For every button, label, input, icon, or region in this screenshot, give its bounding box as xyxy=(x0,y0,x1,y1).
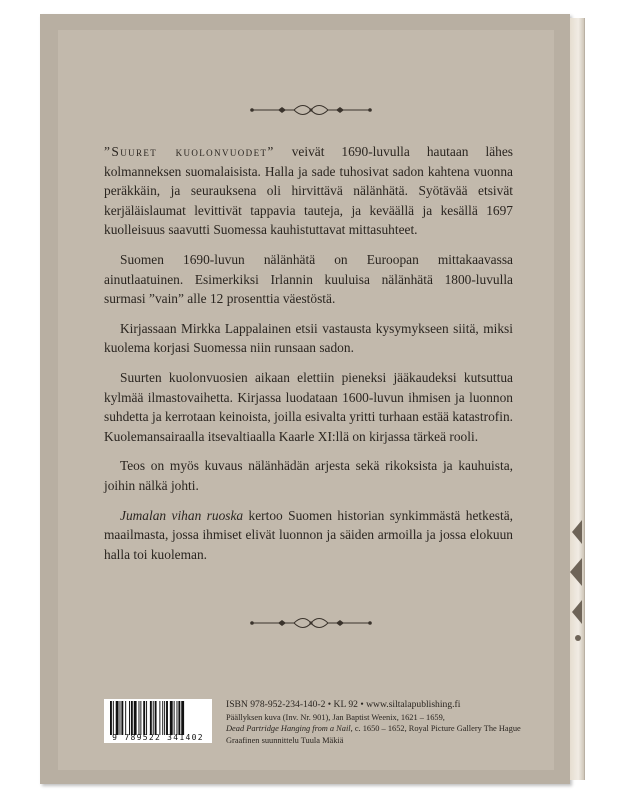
barcode-bar xyxy=(153,701,154,735)
colophon xyxy=(226,699,546,746)
paragraph-4: Suurten kuolonvuosien aikaan elettiin pieneksi jääkaudeksi kutsuttua kylmää ilmastovaihetta. Kirjassa luodataan 1600-luvun ihmisen ja luonnon suhdetta ja kerrotaan keinoista, joilla esivalta yritti turhaan estää katastrofin. Kuolemansairaalla itsevaltiaalla Kaarle XI:llä on kirjassa tärkeä rooli. xyxy=(104,369,513,444)
barcode-bar xyxy=(181,701,184,735)
painting-details: , c. 1650 – 1652, Royal Picture Gallery The Hague xyxy=(350,724,521,734)
barcode-bar xyxy=(116,701,119,735)
barcode-bar xyxy=(155,701,157,735)
barcode-bar xyxy=(143,701,145,735)
barcode-bar xyxy=(125,701,126,735)
design-credit: Graafinen suunnittelu Tuula Mäkiä xyxy=(226,735,344,745)
barcode-bar xyxy=(131,701,133,735)
barcode-bar xyxy=(177,701,178,735)
spine-ornament xyxy=(568,510,582,650)
barcode-bar xyxy=(164,701,165,735)
paragraph-2: Suomen 1690-luvun nälänhätä on Euroopan mittakaavassa ainutlaatuinen. Esimerkiksi Irlannin kuuluisa nälänhätä 1800-luvulla surmasi ”vain” alle 12 prosenttia väestöstä. xyxy=(104,251,513,307)
blurb-title-caps: ”Suuret kuolonvuodet” xyxy=(104,144,275,159)
barcode-bar xyxy=(159,701,160,735)
top-ornament xyxy=(248,104,374,116)
barcode-bar xyxy=(174,701,175,735)
isbn-line: ISBN 978-952-234-140-2 • KL 92 • www.siltalapublishing.fi xyxy=(226,699,461,710)
paragraph-1 xyxy=(104,142,513,240)
barcode-bar xyxy=(113,701,114,735)
painting-credit xyxy=(226,723,546,735)
isbn-barcode xyxy=(104,699,212,743)
barcode-bar xyxy=(120,701,121,735)
paragraph-1-text: veivät 1690-luvulla hautaan lähes kolmanneksen suomalaisista. Halla ja sade tuhosivat sadon kahtena vuonna peräkkäin, ja seurauksena oli hirvittävä nälänhätä. Syötävää etsivät kerjäläislaumat levittivät tappavia tauteja, ja keväällä ja kesällä 1697 kuolleisuus saavutti Suomessa kauhistuttavat mittasuhteet. xyxy=(104,144,513,238)
paragraph-6 xyxy=(104,506,513,565)
book-title: Jumalan vihan ruoska xyxy=(120,507,244,523)
blurb xyxy=(104,142,513,574)
book-spine xyxy=(570,18,585,780)
barcode-bar xyxy=(139,701,140,735)
barcode-bar xyxy=(140,701,141,735)
barcode-bar xyxy=(134,701,137,735)
barcode-bar xyxy=(166,701,168,735)
painting-title: Dead Partridge Hanging from a Nail xyxy=(226,724,351,734)
barcode-bar xyxy=(170,701,173,735)
bottom-ornament xyxy=(248,617,374,629)
barcode-bars xyxy=(104,701,212,735)
barcode-bar xyxy=(178,701,180,735)
paragraph-6-text: kertoo Suomen historian synkimmästä hetkestä, maailmasta, jossa ihmiset elivät luonnon ja säiden armoilla ja jossa elokuun halla toi kuoleman. xyxy=(104,507,513,562)
barcode-bar xyxy=(121,701,123,735)
paragraph-5: Teos on myös kuvaus nälänhädän arjesta sekä rikoksista ja kauhuista, joihin nälkä johti. xyxy=(104,458,513,493)
barcode-bar xyxy=(162,701,163,735)
barcode-bar xyxy=(146,701,147,735)
barcode-bar xyxy=(150,701,152,735)
barcode-bar xyxy=(110,701,112,735)
cover-credit: Päällyksen kuva (Inv. Nr. 901), Jan Baptist Weenix, 1621 – 1659, xyxy=(226,712,445,722)
barcode-number: 9 789522 341402 xyxy=(112,733,204,742)
paragraph-3: Kirjassaan Mirkka Lappalainen etsii vastausta kysymykseen siitä, miksi kuolema korjasi Suomessa niin runsaan sadon. xyxy=(104,320,513,356)
barcode-bar xyxy=(129,701,130,735)
